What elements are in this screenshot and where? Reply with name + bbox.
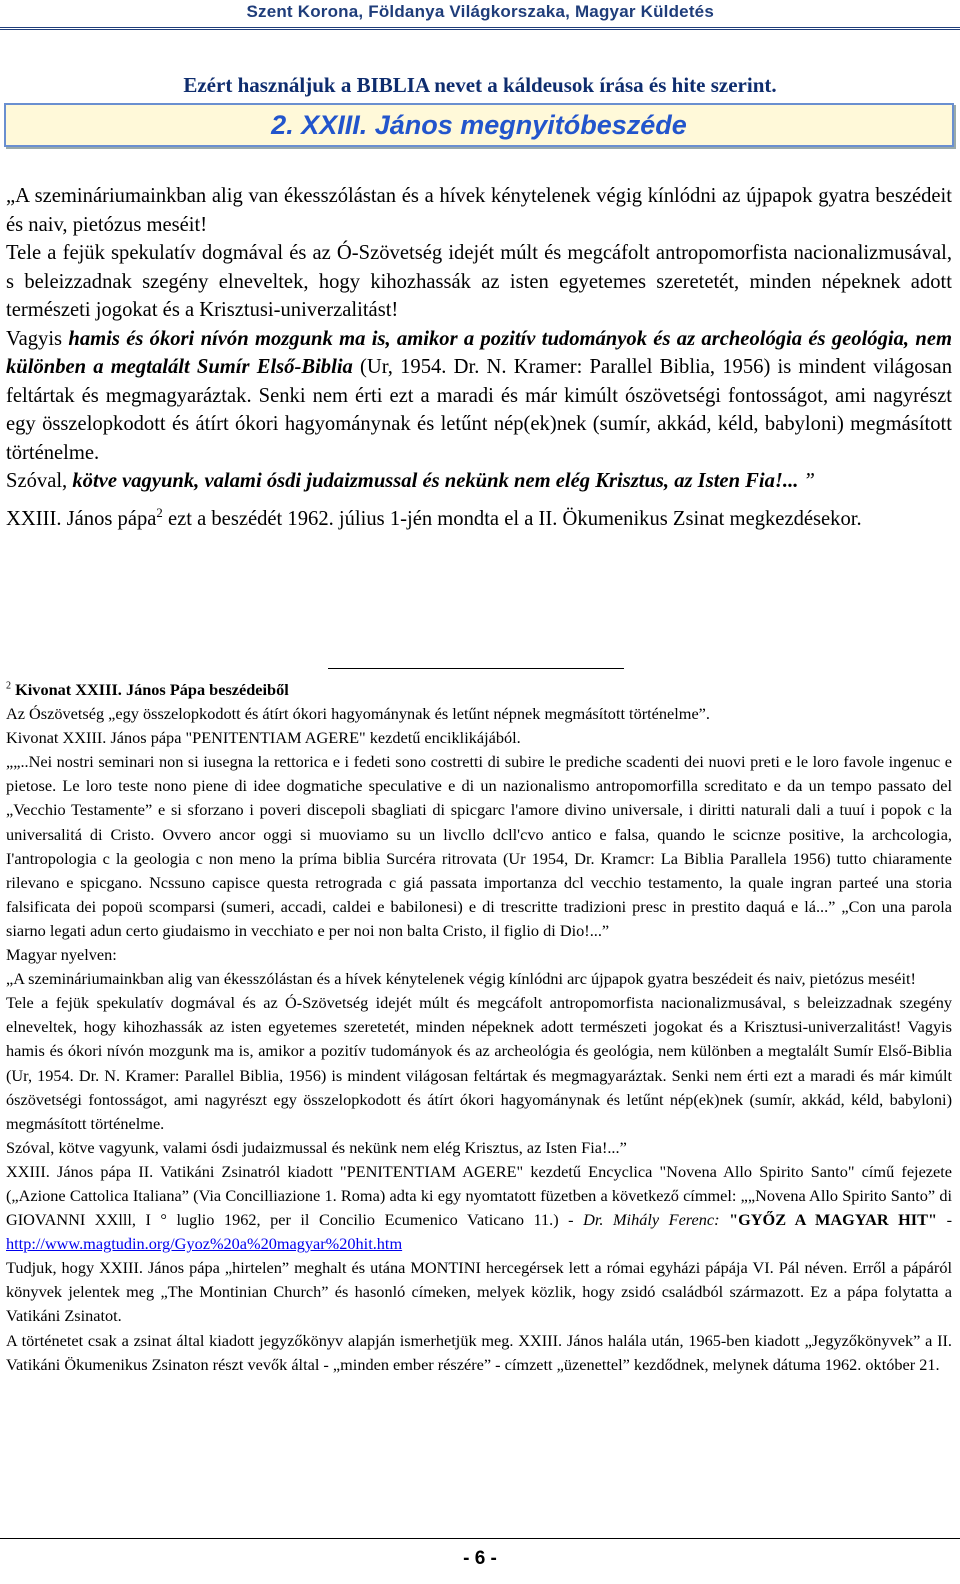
footnote-heading-text: Kivonat XXIII. János Pápa beszédeiből — [11, 680, 289, 699]
header-rule — [0, 27, 960, 30]
paragraph-3-emphasis: hamis és ókori nívón mozgunk ma is, amikor a pozitív tudományok és az archeológia és geológia, nem különben a megtalált Sumír Első-Biblia — [6, 327, 952, 378]
spacer — [6, 496, 952, 505]
running-title: Szent Korona, Földanya Világkorszaka, Magyar Küldetés — [246, 2, 714, 21]
paragraph-3-start: Vagyis — [6, 327, 69, 350]
footnote-line-2: Kivonat XXIII. János pápa "PENITENTIAM AGERE" kezdetű enciklikájából. — [6, 728, 521, 748]
paragraph-4-emphasis: kötve vagyunk, valami ósdi judaizmussal és nekünk nem elég Krisztus, az Isten Fia!... — [72, 470, 799, 492]
italian-quote: „„..Nei nostri seminari non si iusegna la rettorica e i fedeti sono costretti di subire le prediche scadenti dei nuovi preti e le loro favole ingenuc e pietose. Le loro teste nono piene di idee dogmatiche speculative e di un nazionalismo antropomorfilla screditato e da un tempo passato del „Vecchio Testamente” e si sforzano i poveri discepoli sbagliati di spicgarc l'amore divino universale, i diritti naturali dali a tuuí i popok c la universalitá di Cristo. Ovvero ancor oggi si muoviamo su un livcllo dcll'cvo antico e falsa, quando le scicnze positive, la archcologia, I'antropologia c la geologia c non meno la príma biblia Surcéra ritrovata (Ur 1954, Dr. Kramcr: La Biblia Parallela 1956) tutto chiaramente rilevano e spicgano. Ncssuno capisce questa retrograda c giá passata importanza dcl vecchio testamento, la quale ingran parteé una storia falsificata dei popoü scomparsi (sumeri, accadi, caldei e babilonesi) e di trescritte tradizioni presc in prestito daquá e lá...” „Con una parola siarno legati adun certo giudaismo in vecchiato e per noi non balta Cristo, il figlio di Dio!...” — [6, 752, 952, 940]
paragraph-5-start: XXIII. János pápa — [6, 507, 157, 530]
hungarian-quote-1: „A szemináriumainkban alig van ékesszólástan és a hívek kénytelenek végig kínlódni arc újpapok gyatra beszédeit és naiv, pietózus meséit! — [6, 969, 916, 989]
hungarian-label: Magyar nyelven: — [6, 945, 117, 965]
intro-line: Ezért használjuk a BIBLIA nevet a káldeusok írása és hite szerint. — [183, 73, 777, 97]
paragraph-4-start: Szóval, — [6, 470, 73, 492]
source-link[interactable]: http://www.magtudin.org/Gyoz%20a%20magyar%20hit.htm — [6, 1234, 403, 1254]
paragraph-5 — [6, 505, 952, 534]
footer-rule — [0, 1538, 960, 1539]
footnote-number: 2 — [6, 680, 12, 692]
section-title-banner — [4, 103, 954, 147]
footnote-ref: 2 — [156, 505, 163, 520]
main-text — [6, 182, 952, 533]
running-header — [0, 0, 960, 26]
footnote-line-1: Az Ószövetség „egy összelopkodott és átírt ókori hagyománynak és letűnt népnek megmásított történelme”. — [6, 704, 710, 724]
source-dash: - — [937, 1210, 952, 1230]
paragraph-2: Tele a fejük spekulatív dogmával és az Ó-Szövetség idejét múlt és megcáfolt antropomorfista nacionalizmusával, s beleizzadnak szegény elneveltek, hogy kihozhassák az isten egyetemes szeretetét, minden népeknek adott természeti jogokat és a Krisztusi-univerzalitást! — [6, 242, 952, 321]
paragraph-protocol: A történetet csak a zsinat által kiadott jegyzőkönyv alapján ismerhetjük meg. XXIII. János halála után, 1965-ben kiadott „Jegyzőkönyvek” a II. Vatikáni Ökumenikus Zsinaton részt vevők által - „minden ember részére” - címzett „üzenettel” kezdődnek, melynek dátuma 1962. október 21. — [6, 1330, 952, 1374]
footnote — [6, 678, 952, 1377]
source-paragraph — [6, 1160, 952, 1256]
section-title: 2. XXIII. János megnyitóbeszéde — [271, 110, 687, 140]
hungarian-quote-3: Szóval, kötve vagyunk, valami ósdi judaizmussal és nekünk nem elég Krisztus, az Isten Fia!...” — [6, 1137, 627, 1157]
paragraph-4 — [6, 467, 952, 496]
hungarian-quote-2: Tele a fejük spekulatív dogmával és az Ó-Szövetség idejét múlt és megcáfolt antropomorfista nacionalizmusával, s beleizzadnak szegény elneveltek, hogy kihozhassák az isten egyetemes szeretetét, minden népeknek adott természeti jogokat és a Krisztusi-univerzalitást! Vagyis hamis és ókori nívón mozgunk ma is, amikor a pozitív tudományok és az archeológia és geológia, nem különben a megtalált Sumír Első-Biblia (Ur, 1954. Dr. N. Kramer: Parallel Biblia, 1956) is mindent világosan feltártak és megmagyaráztak. Senki nem érti ezt a maradi és már kimúlt ószövetségi fontosságot, ami nagyrészt egy összelopkodott és átírt ókori hagyománynak és letűnt nép(ek)nek (sumír, akkád, kéld, babyloni) megmásított történelme. — [6, 993, 952, 1133]
source-author: Dr. Mihály Ferenc: — [583, 1210, 720, 1230]
page-number: - 6 - — [463, 1548, 497, 1569]
footnote-heading — [6, 678, 952, 702]
footnote-separator — [328, 668, 624, 669]
paragraph-3 — [6, 325, 952, 468]
source-title: "GYŐZ A MAGYAR HIT" — [719, 1210, 938, 1230]
paragraph-4-end: ” — [798, 470, 815, 492]
source-text: XXIII. János pápa II. Vatikáni Zsinatról kiadott "PENITENTIAM AGERE" kezdetű Encyclica "Novena Allo Spirito Santo" című fejezete („Azione Cattolica Italiana” (Via Concilliazione 1. Roma) adta ki egy nyomtatott füzetben a következő címmel: „„Novena Allo Spirito Santo” di GIOVANNI XXlll, I ° luglio 1962, per il Concilio Ecumenico Vaticano 11.) - — [6, 1161, 952, 1230]
paragraph-3-end: (Ur, 1954. Dr. N. Kramer: Parallel Biblia, 1956) is mindent világosan feltártak és megmagyaráztak. Senki nem érti ezt a maradi és már kimúlt ószövetségi fontosságot, ami nagyrészt egy összelopkodott és átírt ókori hagyománynak és letűnt nép(ek)nek (sumír, akkád, kéld, babyloni) megmásított történelme. — [6, 356, 952, 464]
paragraph-5-end: ezt a beszédét 1962. július 1-jén mondta el a II. Ökumenikus Zsinat megkezdésekor. — [162, 507, 862, 530]
paragraph-montini: Tudjuk, hogy XXIII. János pápa „hirtelen” meghalt és utána MONTINI hercegérsek lett a római egyházi pápája VI. Pál néven. Erről a pápáról könyvek jelentek meg „The Montinian Church” és hasonló címeken, melyek közlik, hogy zsidó családból származott. Ez a pápa folytatta a Vatikáni Zsinatot. — [6, 1258, 952, 1326]
paragraph-1: „A szemináriumainkban alig van ékesszólástan és a hívek kénytelenek végig kínlódni az újpapok gyatra beszédeit és naiv, pietózus meséit! — [6, 185, 952, 236]
